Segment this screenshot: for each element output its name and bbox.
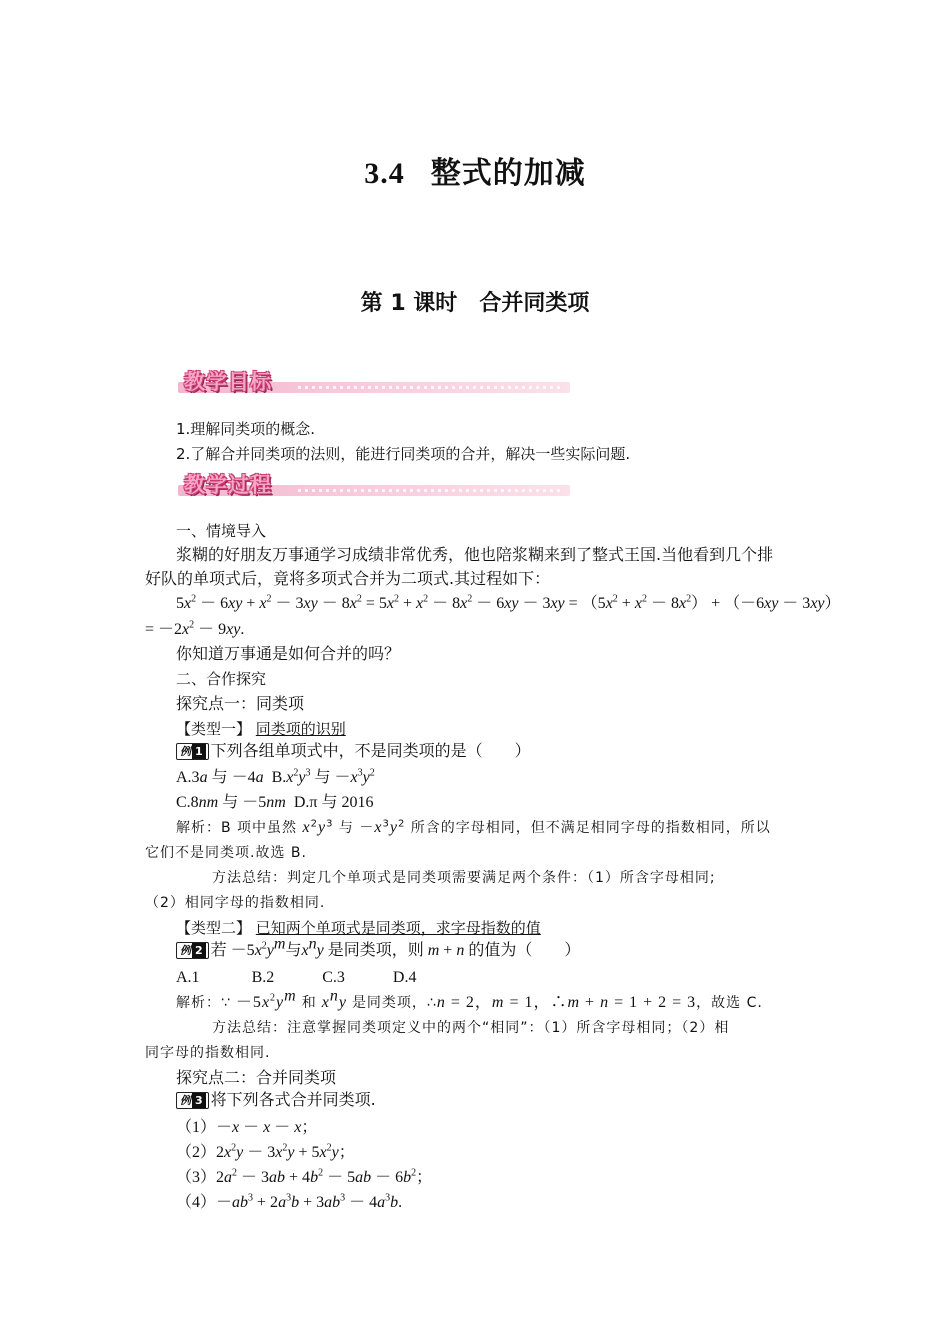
section-title: 整式的加减 <box>430 156 586 191</box>
example1-question: 例 1 下列各组单项式中，不是同类项的是（ ） <box>176 741 531 761</box>
intro-para-line2: 好队的单项式后，竟将多项式合并为二项式.其过程如下： <box>145 569 551 588</box>
example2-badge: 例 2 <box>176 942 209 959</box>
example2-summary-line1: 方法总结：注意掌握同类项定义中的两个“相同”：（1）所含字母相同；（2）相 <box>212 1020 730 1036</box>
example1-options-cd: C.8nm 与 －5nm D.π 与 2016 <box>176 794 374 811</box>
point2-heading: 探究点二：合并同类项 <box>176 1068 337 1087</box>
example2-question: 例 2 若 $-5x^2y^m$与$x^ny$ 是同类项，则 m + n 的值为（ ） <box>176 940 580 961</box>
example1-badge: 例 1 <box>176 743 209 760</box>
example3-item-2: $(2)2x^2y - 3x^2y + 5x^2y$； <box>176 1142 355 1161</box>
intro-para-line1: 浆糊的好朋友万事通学习成绩非常优秀，他也陪浆糊来到了整式王国.当他看到几个排 <box>176 545 774 564</box>
example2-summary-line2: 同字母的指数相同. <box>145 1045 271 1061</box>
section-number: 3.4 <box>364 157 405 190</box>
type1-tag: 【类型一】 <box>176 720 252 738</box>
process-banner-label: 教学过程 <box>184 473 272 497</box>
type1-title: 同类项的识别 <box>255 720 346 738</box>
coop-heading: 二、合作探究 <box>176 670 267 688</box>
lesson-subtitle <box>0 286 950 317</box>
example1-options-ab: A.3a 与 －4a $B.x^2y^3$ 与 $-x^3y^2$ <box>176 767 375 786</box>
example2-analysis: 解析：∵ $-5x^2y^m$ 和 $x^ny$ 是同类项，∴n = 2，m = 1，∴m + n = 1 + 2 = 3，故选 C. <box>176 987 763 1011</box>
example3-item-1: （1）－x － x － x； <box>176 1119 318 1136</box>
example1-analysis-line2: 它们不是同类项.故选 B. <box>145 845 307 861</box>
page-title <box>0 148 950 192</box>
example1-summary-line2: （2）相同字母的指数相同. <box>145 895 326 911</box>
point1-heading: 探究点一：同类项 <box>176 694 305 713</box>
type1-heading <box>176 719 346 739</box>
example3-question: 例 3 将下列各式合并同类项. <box>176 1090 376 1110</box>
example3-item-4: $(4)-ab^3 + 2a^3b + 3ab^3 - 4a^3b$. <box>176 1192 403 1211</box>
objectives-banner <box>178 368 570 398</box>
objective-2: 2.了解合并同类项的法则，能进行同类项的合并，解决一些实际问题. <box>176 445 631 463</box>
intro-equation-line2: = $-2x^2 - 9xy$. <box>145 619 245 638</box>
objectives-banner-label: 教学目标 <box>184 370 272 394</box>
example3-badge: 例 3 <box>176 1092 209 1109</box>
example3-item-3: $(3)2a^2 - 3ab + 4b^2 - 5ab - 6b^2$； <box>176 1167 433 1186</box>
process-banner <box>178 471 570 501</box>
intro-question: 你知道万事通是如何合并的吗？ <box>176 644 401 663</box>
objective-1: 1.理解同类项的概念. <box>176 420 316 438</box>
example1-summary-line1: 方法总结：判定几个单项式是同类项需要满足两个条件：（1）所含字母相同; <box>212 870 716 886</box>
intro-equation-line1: $5x^2 - 6xy + x^2 - 3xy - 8x^2 = 5x^2 + x^2 - 8x^2 - 6xy - 3xy = (5x^2 + x^2 - 8x^2) + (-6xy - 3xy)$ <box>176 593 841 612</box>
example2-options: A.1 B.2 C.3 D.4 <box>176 969 417 986</box>
example1-analysis-line1: 解析：B 项中虽然 $x^2y^3$ 与 $-x^3y^2$ 所含的字母相同，但不满足相同字母的指数相同，所以 <box>176 818 771 836</box>
type2-tag: 【类型二】 <box>176 919 252 937</box>
intro-heading: 一、情境导入 <box>176 522 267 540</box>
type2-heading <box>176 918 541 938</box>
type2-title: 已知两个单项式是同类项，求字母指数的值 <box>255 919 541 937</box>
lesson-number: 第 1 课时 <box>360 291 458 316</box>
lesson-topic: 合并同类项 <box>479 291 590 316</box>
